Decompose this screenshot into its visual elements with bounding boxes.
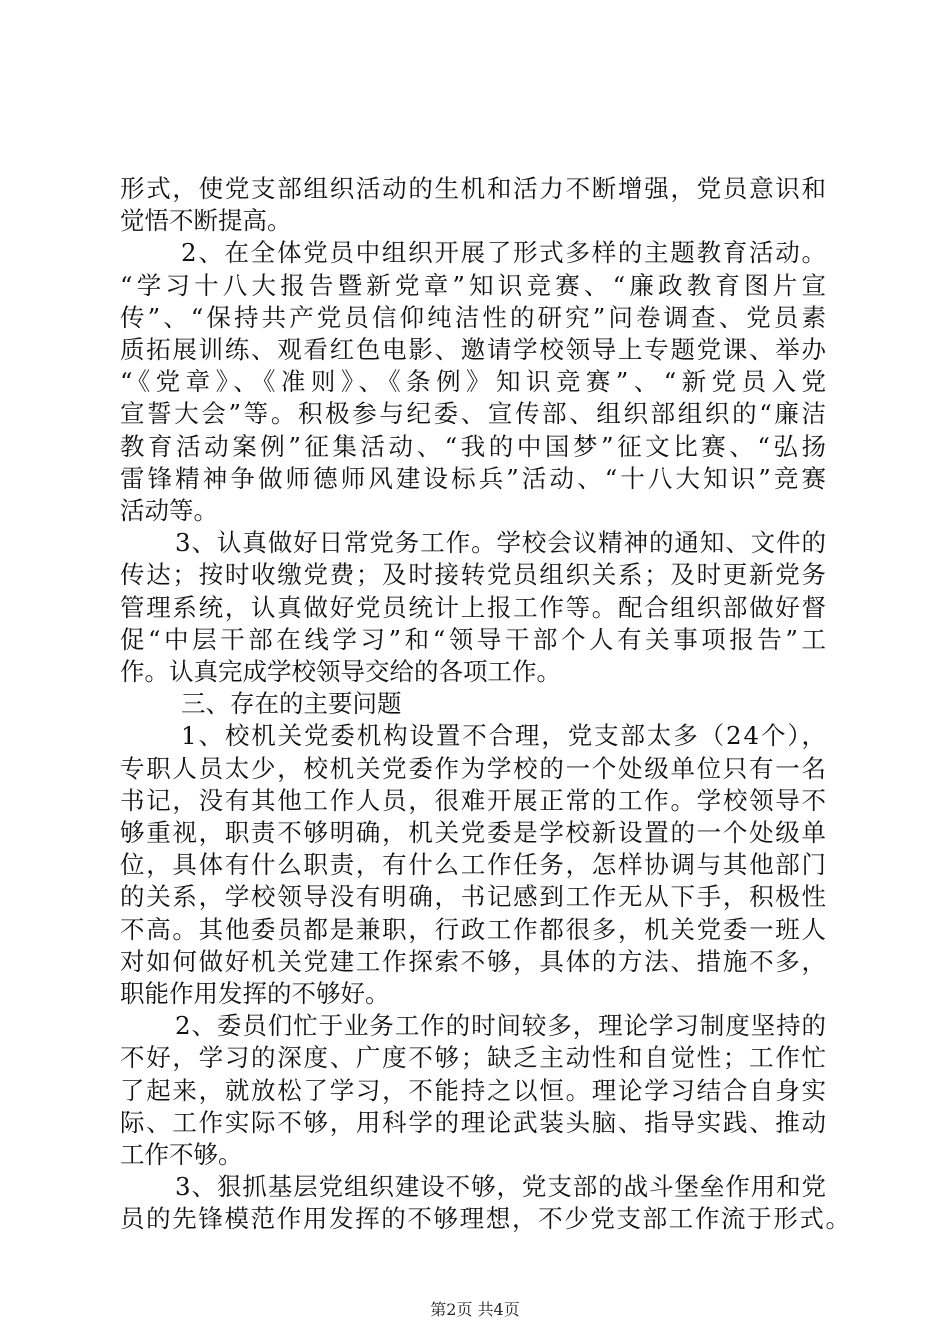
- text-line: 不高。其他委员都是兼职，行政工作都很多，机关党委一班人: [120, 915, 828, 944]
- text-line: 促“中层干部在线学习”和“领导干部个人有关事项报告”工: [120, 625, 830, 654]
- text-line: 位，具体有什么职责，有什么工作任务，怎样协调与其他部门: [120, 850, 828, 879]
- text-line: 传”、“保持共产党员信仰纯洁性的研究”问卷调查、党员素: [120, 303, 830, 332]
- text-line: 工作不够。: [120, 1140, 243, 1169]
- text-line: 3、狠抓基层党组织建设不够，党支部的战斗堡垒作用和党: [175, 1172, 827, 1201]
- text-line: 质拓展训练、观看红色电影、邀请学校领导上专题党课、举办: [120, 335, 828, 364]
- text-line: 作。认真完成学校领导交给的各项工作。: [120, 657, 561, 686]
- page-footer: 第2页 共4页: [430, 1300, 520, 1319]
- text-line: 传达；按时收缴党费；及时接转党员组织关系；及时更新党务: [120, 560, 828, 589]
- text-line: 不好，学习的深度、广度不够；缺乏主动性和自觉性；工作忙: [120, 1043, 828, 1072]
- text-line: 2、委员们忙于业务工作的时间较多，理论学习制度坚持的: [175, 1011, 827, 1040]
- text-line: 际、工作实际不够，用科学的理论武装头脑、指导实践、推动: [120, 1108, 828, 1137]
- text-line: 1、校机关党委机构设置不合理，党支部太多（24个），: [181, 721, 828, 750]
- text-line: 管理系统，认真做好党员统计上报工作等。配合组织部做好督: [120, 593, 828, 622]
- text-line: 教育活动案例”征集活动、“我的中国梦”征文比赛、“弘扬: [120, 432, 830, 461]
- text-line: 了起来，就放松了学习，不能持之以恒。理论学习结合自身实: [120, 1076, 828, 1105]
- text-line: 觉悟不断提高。: [120, 206, 292, 235]
- text-line: 2、在全体党员中组织开展了形式多样的主题教育活动。: [181, 238, 828, 267]
- text-line: 专职人员太少，校机关党委作为学校的一个处级单位只有一名: [120, 754, 828, 783]
- text-line: 员的先锋模范作用发挥的不够理想，不少党支部工作流于形式。: [120, 1204, 852, 1233]
- text-line: 三、存在的主要问题: [181, 689, 402, 718]
- text-line: 宣誓大会”等。积极参与纪委、宣传部、组织部组织的“廉洁: [120, 399, 829, 428]
- text-line: 形式，使党支部组织活动的生机和活力不断增强，党员意识和: [120, 174, 828, 203]
- text-line: 活动等。: [120, 496, 218, 525]
- text-line: 3、认真做好日常党务工作。学校会议精神的通知、文件的: [175, 528, 827, 557]
- text-line: “《党章》、《准则》、《条例》知识竞赛”、“新党员入党: [120, 367, 832, 396]
- text-line: 书记，没有其他工作人员，很难开展正常的工作。学校领导不: [120, 786, 828, 815]
- text-line: 对如何做好机关党建工作探索不够，具体的方法、措施不多，: [120, 947, 828, 976]
- text-line: “学习十八大报告暨新党章”知识竞赛、“廉政教育图片宣: [120, 271, 831, 300]
- text-line: 职能作用发挥的不够好。: [120, 979, 390, 1008]
- text-line: 够重视，职责不够明确，机关党委是学校新设置的一个处级单: [120, 818, 828, 847]
- text-line: 的关系，学校领导没有明确，书记感到工作无从下手，积极性: [120, 882, 828, 911]
- text-line: 雷锋精神争做师德师风建设标兵”活动、“十八大知识”竞赛: [120, 464, 830, 493]
